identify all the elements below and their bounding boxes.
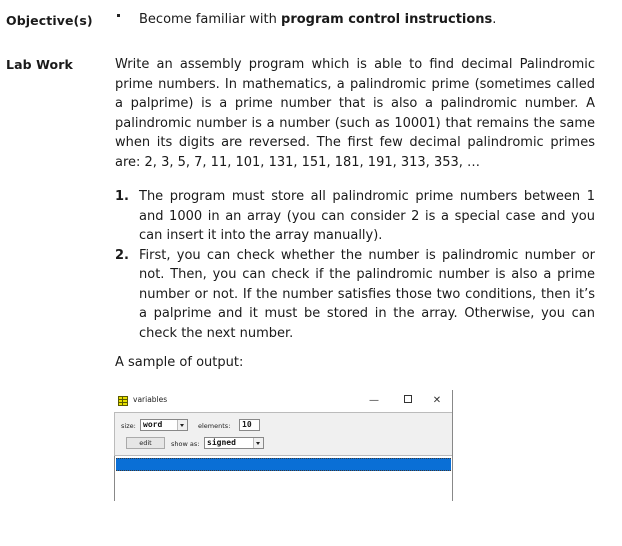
close-icon: ✕: [432, 395, 442, 406]
list-item-text: The program must store all palindromic prime numbers between 1 and 1000 in an array (you can consider 2 is a special case and you can insert it into the array manually).: [139, 189, 595, 243]
variable-name: ARR: [118, 470, 136, 481]
maximize-icon: [404, 395, 412, 403]
size-select-value: word: [143, 420, 163, 429]
table-icon: [118, 396, 128, 406]
objective-label: Objective(s): [6, 13, 93, 28]
minimize-icon: —: [369, 395, 379, 406]
variables-list[interactable]: [114, 456, 452, 501]
variable-values: 2, 3, 5, 7, 11, 101, 131, 151, 181,: [176, 481, 377, 492]
window-titlebar[interactable]: [114, 390, 452, 412]
objective-text-post: .: [492, 12, 497, 27]
close-button[interactable]: [429, 393, 445, 409]
sample-output-label: A sample of output:: [115, 355, 244, 370]
edit-button[interactable]: edit: [126, 437, 165, 449]
bullet-icon: [117, 14, 120, 17]
window-toolbar: [114, 412, 452, 456]
window-title: variables: [133, 395, 168, 404]
minimize-button[interactable]: [366, 393, 382, 409]
lab-work-label: Lab Work: [6, 57, 73, 72]
requirements-list: [115, 187, 595, 343]
maximize-button[interactable]: [400, 393, 416, 409]
variables-window: [114, 390, 453, 501]
list-item-text: First, you can check whether the number is palindromic number or not. Then, you can check if the palindromic number is also a prime number or not. If the number satisfies those two conditions, then it’s a palprime and it must be stored in the array. Otherwise, you can check the next number.: [139, 247, 595, 341]
list-item: [115, 246, 595, 344]
list-item: [115, 187, 595, 246]
list-item-number: 1.: [115, 189, 129, 204]
objective-text: [139, 12, 496, 27]
size-select[interactable]: [140, 419, 188, 431]
size-label: size:: [121, 422, 136, 430]
variable-row[interactable]: [116, 458, 451, 492]
show-as-select[interactable]: [204, 437, 264, 449]
objective-text-bold: program control instructions: [281, 12, 493, 27]
elements-input[interactable]: 10: [239, 419, 260, 431]
lab-work-paragraph: Write an assembly program which is able to find decimal Palindromic prime numbers. In mathematics, a palindromic prime (sometimes called a palprime) is a prime number that is also a palindromic number. A palindromic number is a number (such as 10001) that remains the same when its digits are reversed. The first few decimal palindromic primes are: 2, 3, 5, 7, 11, 101, 131, 151, 181, 191, 313, 353, …: [115, 57, 595, 170]
objective-text-pre: Become familiar with: [139, 12, 282, 27]
show-as-select-value: signed: [207, 438, 236, 447]
chevron-down-icon: [253, 438, 263, 448]
show-as-label: show as:: [171, 440, 200, 448]
list-item-number: 2.: [115, 247, 129, 263]
chevron-down-icon: [177, 420, 187, 430]
elements-label: elements:: [198, 422, 231, 430]
